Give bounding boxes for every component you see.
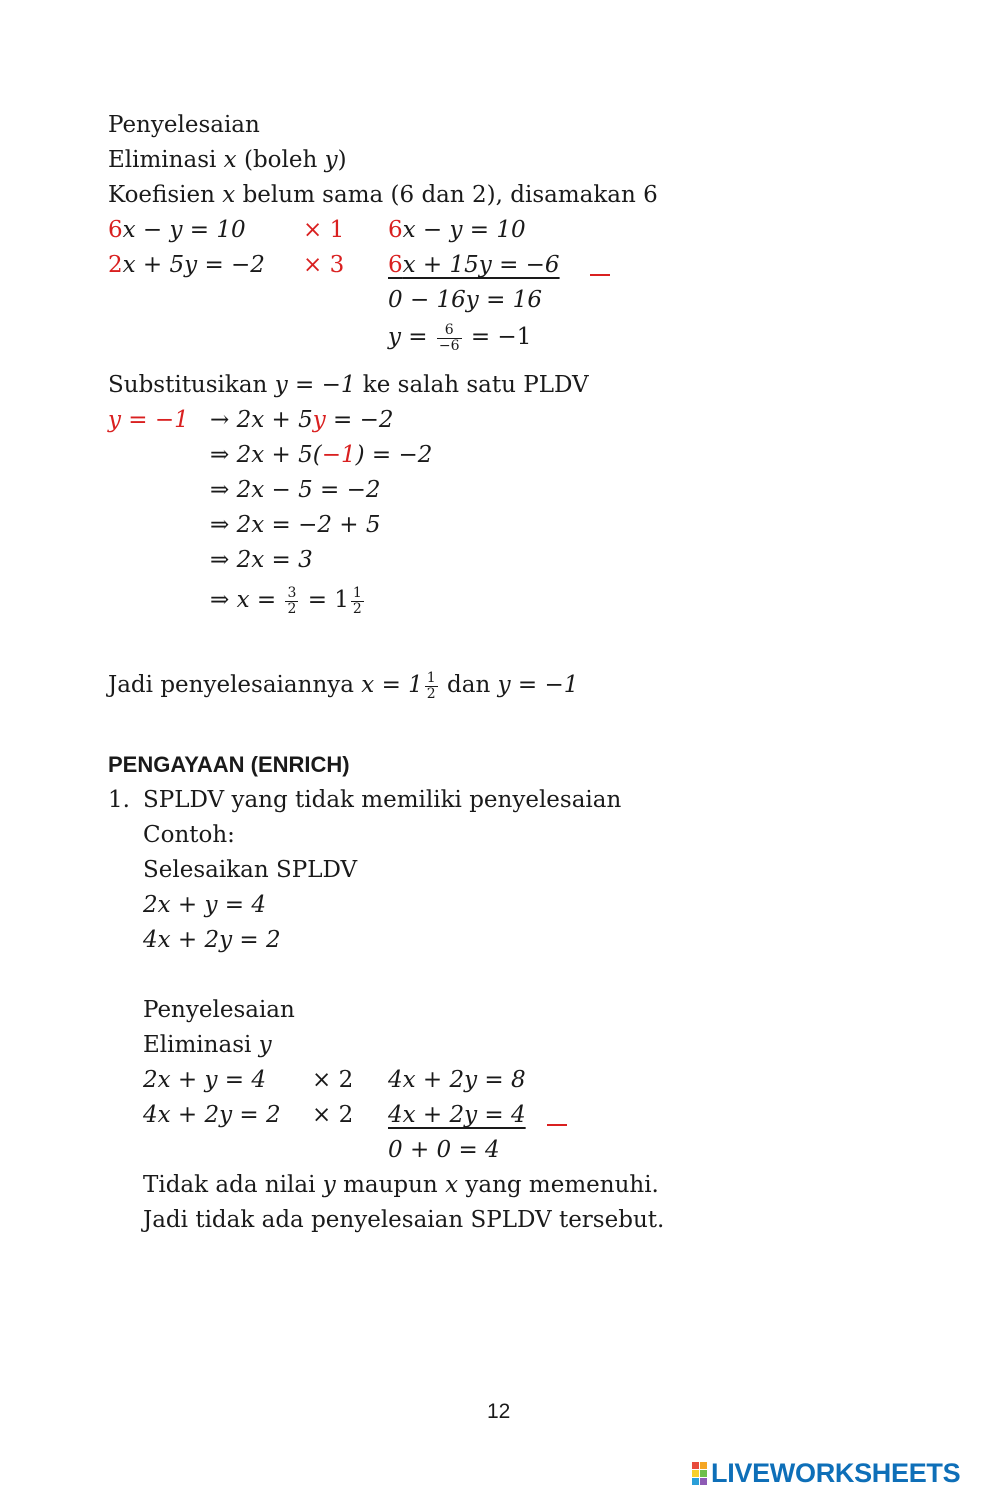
step-4: ⇒ 2x = −2 + 5 (210, 512, 381, 538)
eq1-multiplier: × 1 (303, 217, 345, 243)
koef-rest: belum sama (6 dan 2), disamakan 6 (242, 182, 658, 208)
elim2-word: Eliminasi (143, 1032, 252, 1058)
system-eq-a: 2x + y = 4 (143, 892, 267, 918)
step-3: ⇒ 2x − 5 = −2 (210, 477, 381, 503)
y-frac-num: 6 (437, 323, 462, 339)
eq1r-coef: 6 (388, 217, 403, 243)
eq2-rest: x + 5y = −2 (122, 252, 265, 278)
step-label: y = −1 (108, 407, 189, 433)
elim2-var: y (258, 1032, 272, 1058)
koef-word: Koefisien (108, 182, 215, 208)
s1-b: = −2 (325, 407, 394, 433)
s2-red: −1 (321, 442, 356, 468)
liveworksheets-logo (692, 1458, 960, 1489)
tidak-a: Tidak ada nilai (143, 1172, 316, 1198)
item-number: 1. (108, 787, 130, 813)
subtract-sign-2 (547, 1124, 567, 1126)
page-number: 12 (487, 1400, 511, 1423)
row1-multiplier: × 2 (312, 1067, 354, 1093)
jadi-den: 2 (426, 685, 436, 702)
s6-mixed-fraction (351, 586, 364, 617)
y-solution (388, 322, 531, 354)
no-value-note (143, 1170, 659, 1200)
s6-fden: 2 (287, 600, 297, 617)
s1-y: y (312, 407, 326, 433)
koef-var: x (222, 182, 236, 208)
eq2-result (388, 250, 560, 280)
eq1r-rest: x − y = 10 (402, 217, 526, 243)
tidak-b: maupun (343, 1172, 438, 1198)
elim-var: x (223, 147, 237, 173)
eq2r-coef: 6 (388, 252, 403, 278)
jadi-fraction (425, 671, 438, 702)
step-1 (210, 405, 394, 435)
s6-a: ⇒ x = (210, 587, 277, 613)
step-2 (210, 440, 432, 470)
elim-word: Eliminasi (108, 147, 217, 173)
difference-row: 0 − 16y = 16 (388, 287, 542, 313)
eq1-result (388, 215, 526, 245)
coefficient-note (108, 180, 658, 210)
substitution-note (108, 370, 589, 400)
elim-paren-close: ) (337, 147, 347, 173)
eq1-coef: 6 (108, 217, 123, 243)
example-label: Contoh: (143, 822, 235, 848)
row1-equation: 2x + y = 4 (143, 1067, 267, 1093)
tidak-c: yang memenuhi. (465, 1172, 659, 1198)
elimination-y (143, 1030, 272, 1060)
y-frac-den: −6 (438, 337, 460, 354)
s6-fraction (285, 586, 298, 617)
jadi-y: y = −1 (497, 672, 579, 698)
eq2-coef: 2 (108, 252, 123, 278)
y-rhs: = −1 (470, 324, 532, 350)
jadi-x: x = 1 (361, 672, 423, 698)
subst-word: Substitusikan (108, 372, 268, 398)
s6-mden: 2 (352, 600, 362, 617)
s2-a: ⇒ 2x + 5( (210, 442, 322, 468)
subtract-sign (590, 274, 610, 276)
subst-rest: ke salah satu PLDV (362, 372, 589, 398)
s6-fnum: 3 (287, 584, 297, 601)
subst-eq: y = −1 (274, 372, 356, 398)
s2-b: ) = −2 (355, 442, 433, 468)
step-5: ⇒ 2x = 3 (210, 547, 313, 573)
jadi-dan: dan (447, 672, 491, 698)
eq1-rest: x − y = 10 (122, 217, 246, 243)
solve-instruction: Selesaikan SPLDV (143, 857, 358, 883)
conclusion-1 (108, 670, 578, 702)
jadi-num: 1 (426, 669, 436, 686)
row2-equation: 4x + 2y = 2 (143, 1102, 281, 1128)
conclusion-2: Jadi tidak ada penyelesaian SPLDV tersebut. (143, 1207, 665, 1233)
system-eq-b: 4x + 2y = 2 (143, 927, 281, 953)
tidak-y: y (322, 1172, 336, 1198)
logo-grid-icon (692, 1462, 707, 1485)
elim-paren-open: (boleh (243, 147, 318, 173)
jadi-word: Jadi penyelesaiannya (108, 672, 354, 698)
eq2-multiplier: × 3 (303, 252, 345, 278)
y-lhs: y = (388, 324, 428, 350)
elim-paren-var: y (324, 147, 338, 173)
item-title: SPLDV yang tidak memiliki penyelesaian (143, 787, 622, 813)
s6-mnum: 1 (352, 584, 362, 601)
s6-b: = 1 (307, 587, 349, 613)
solution-heading: Penyelesaian (143, 997, 295, 1023)
s1-a: → 2x + 5 (210, 407, 313, 433)
step-6 (210, 585, 366, 617)
eq2r-rest: x + 15y = −6 (402, 252, 560, 278)
row3-result: 0 + 0 = 4 (388, 1137, 500, 1163)
row2-result: 4x + 2y = 4 (388, 1102, 526, 1128)
tidak-x: x (445, 1172, 459, 1198)
row1-result: 4x + 2y = 8 (388, 1067, 526, 1093)
section-heading: Penyelesaian (108, 112, 260, 138)
row2-multiplier: × 2 (312, 1102, 354, 1128)
equation-1 (108, 215, 246, 245)
y-fraction (437, 323, 462, 354)
elimination-note (108, 145, 347, 175)
enrich-heading: PENGAYAAN (ENRICH) (108, 752, 350, 777)
equation-2 (108, 250, 265, 280)
brand-name: LIVEWORKSHEETS (711, 1458, 961, 1488)
